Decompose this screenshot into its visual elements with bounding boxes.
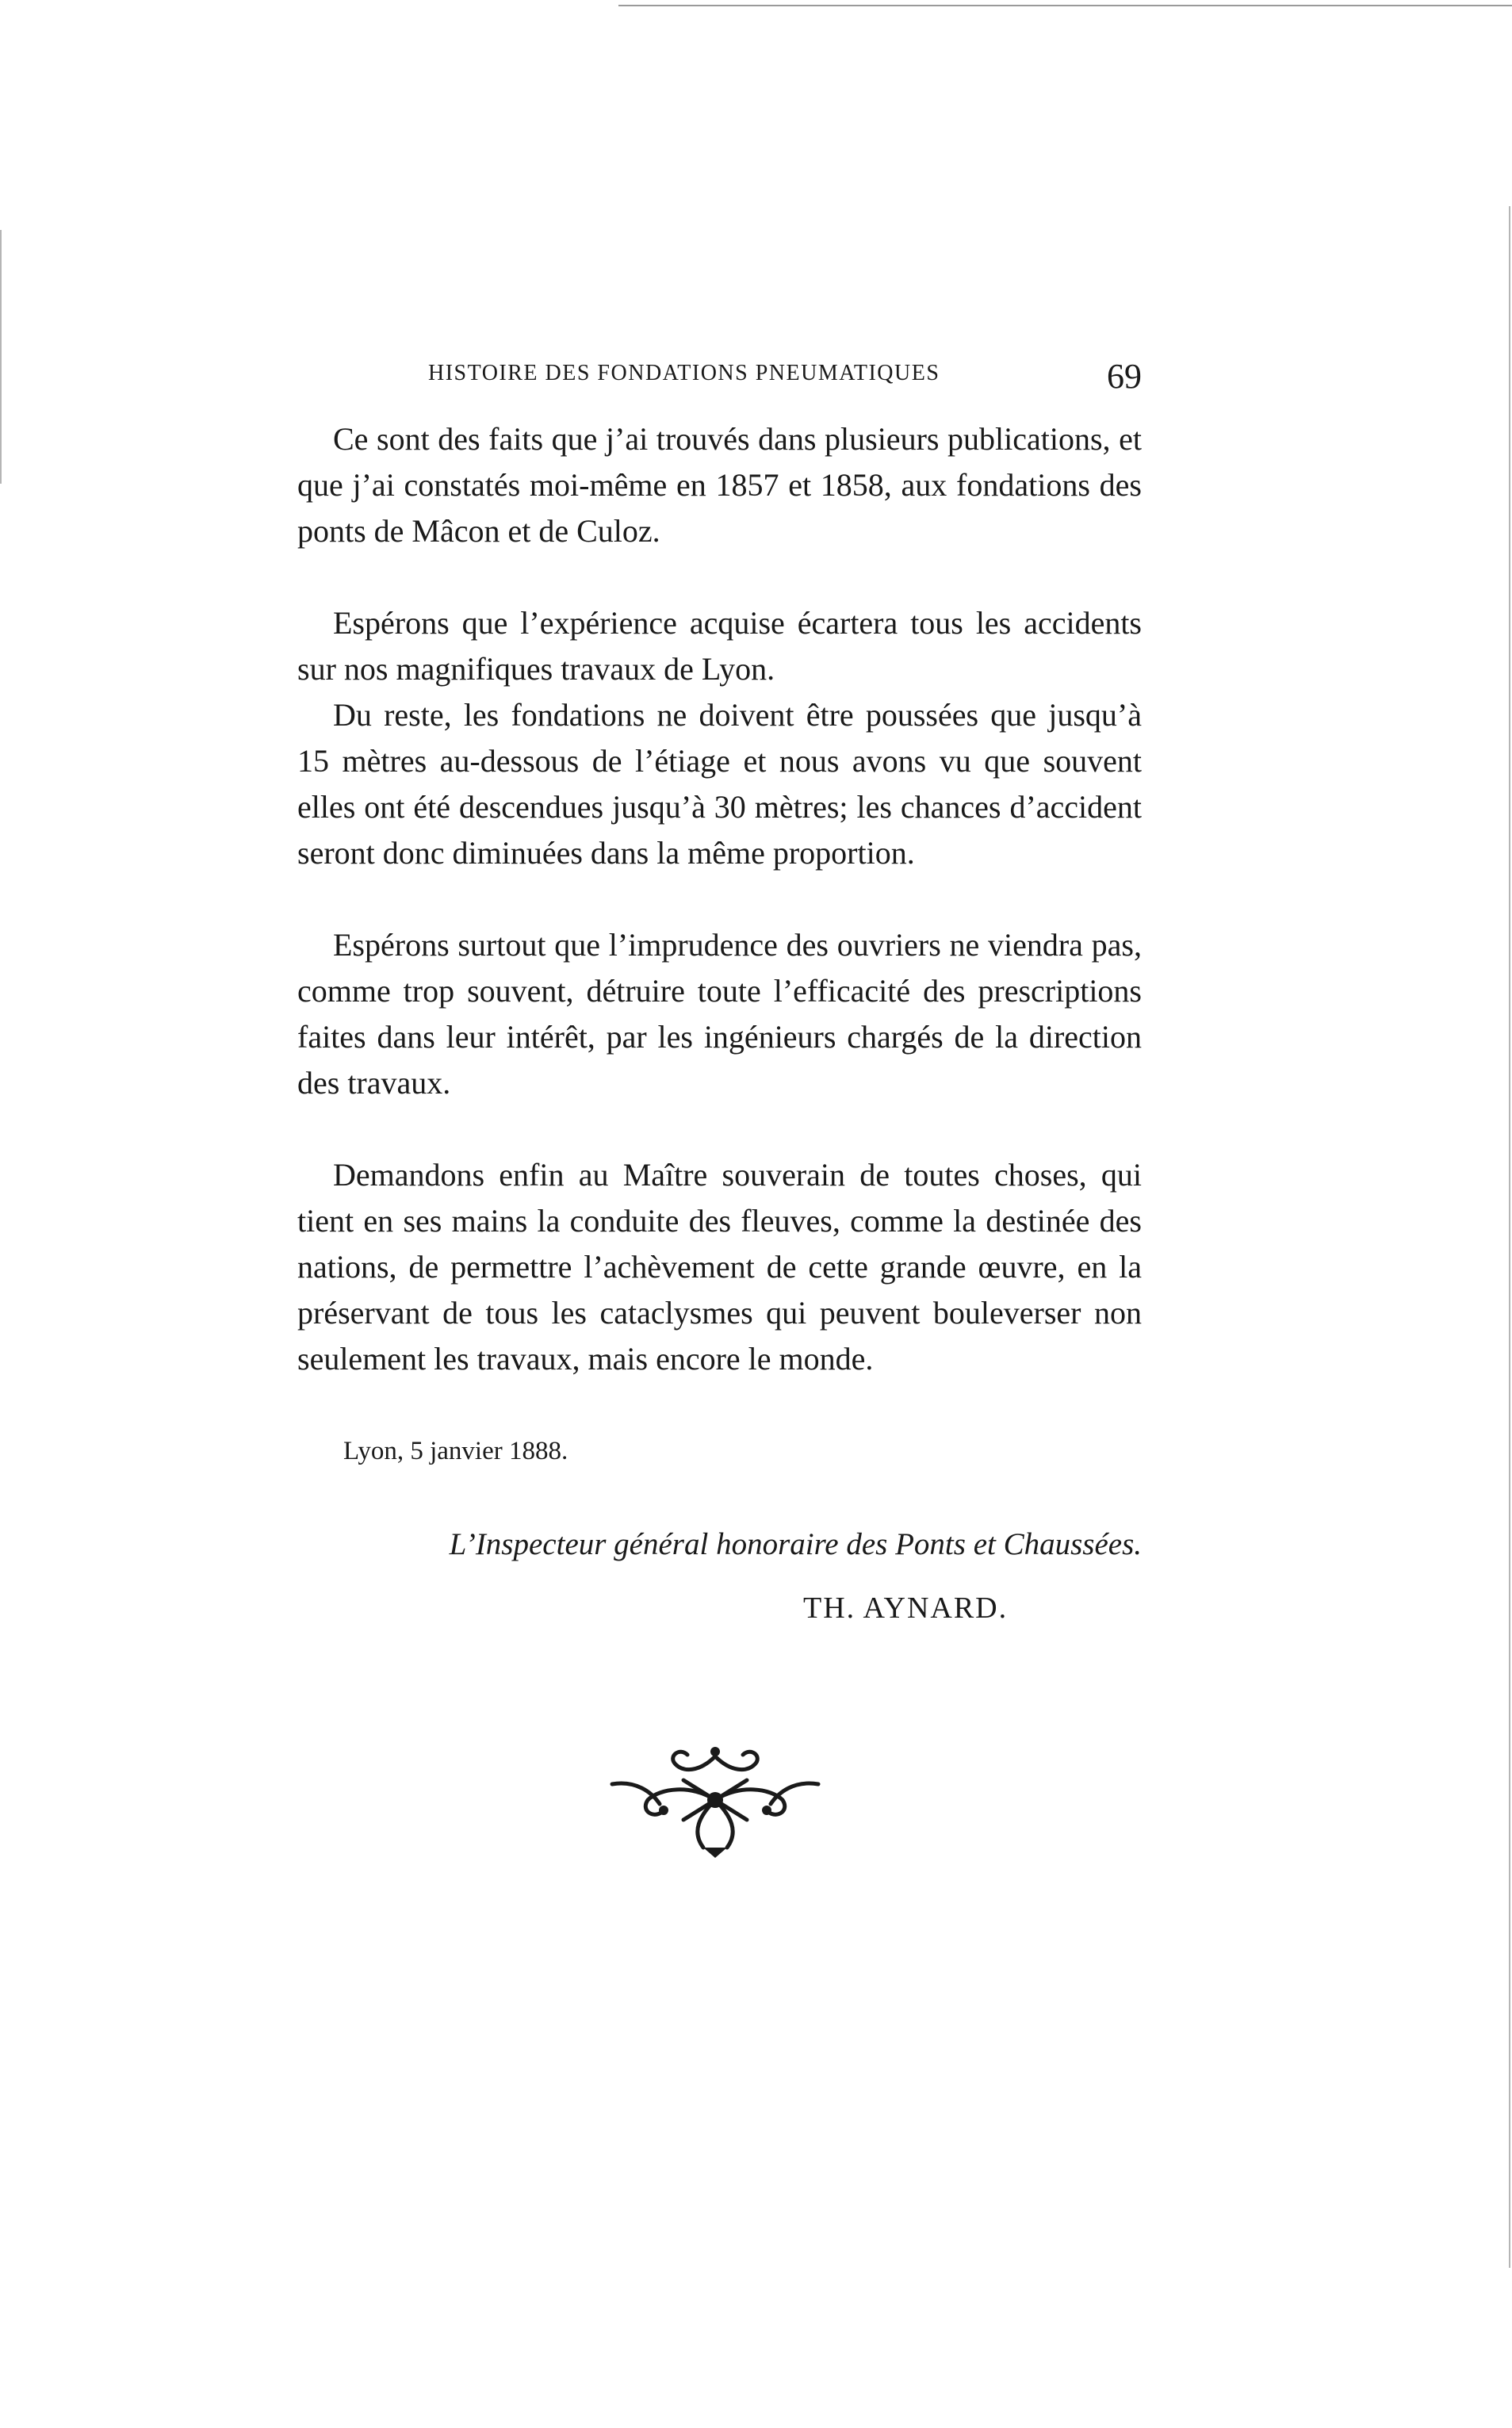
paragraph-1: Ce sont des faits que j’ai trouvés dans plusieurs publications, et que j’ai constatés moi-même en 1857 et 1858, aux fondations des ponts de Mâcon et de Culoz. (297, 421, 1142, 549)
page-number: 69 (1107, 357, 1142, 396)
paragraph-5: Demandons enfin au Maître souverain de toutes choses, qui tient en ses mains la conduite des fleuves, comme la destinée des nations, de permettre l’achèvement de cette grande œuvre, en la préservant de tous les cataclysmes qui peuvent bouleverser non seulement les travaux, mais encore le monde. (297, 1157, 1142, 1377)
running-title: HISTOIRE DES FONDATIONS PNEUMATIQUES (428, 361, 940, 385)
right-edge-line (1509, 206, 1510, 2268)
page-content (297, 357, 1142, 1631)
paragraph-2: Espérons que l’expérience acquise écartera tous les accidents sur nos magnifiques travaux de Lyon. (297, 605, 1142, 687)
fleuron-ornament-icon (604, 1741, 826, 1859)
top-scan-rule (618, 5, 1512, 6)
paragraph-4: Espérons surtout que l’imprudence des ouvriers ne viendra pas, comme trop souvent, détruire toute l’efficacité des prescriptions faites dans leur intérêt, par les ingénieurs chargés de la direction des travaux. (297, 927, 1142, 1101)
running-head (297, 357, 1142, 416)
left-edge-line (0, 230, 2, 484)
signature-title: L’Inspecteur général honoraire des Ponts et Chaussées. (449, 1527, 1142, 1561)
signature-name: TH. AYNARD. (803, 1591, 1009, 1625)
paragraph-3: Du reste, les fondations ne doivent être poussées que jusqu’à 15 mètres au-dessous de l’étiage et nous avons vu que souvent elles ont été descendues jusqu’à 30 mètres; les chances d’accident seront donc diminuées dans la même proportion. (297, 697, 1142, 871)
dateline: Lyon, 5 janvier 1888. (343, 1437, 568, 1465)
